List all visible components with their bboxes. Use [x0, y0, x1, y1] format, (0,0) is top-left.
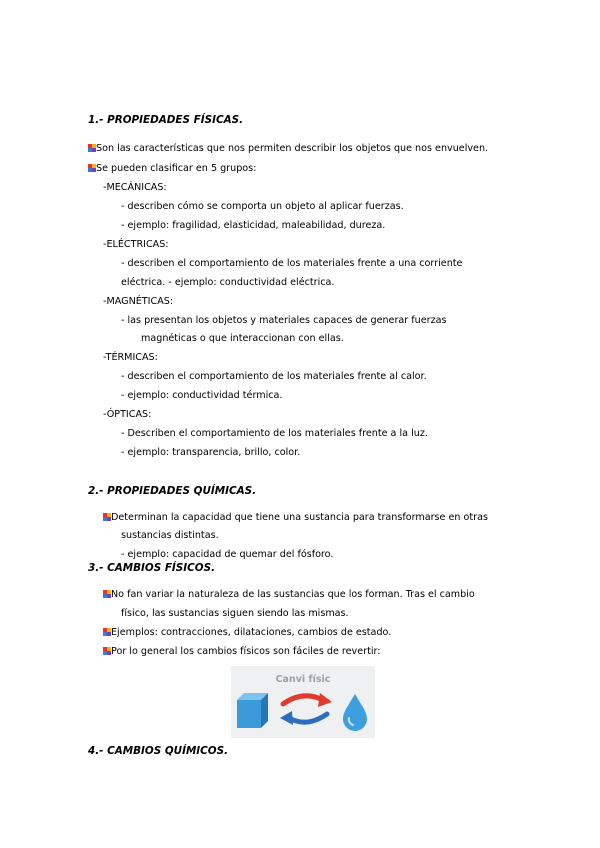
- bullet-item: [103, 627, 391, 639]
- bullet-item: [88, 143, 488, 155]
- bullet-text: Son las características que nos permiten describir los objetos que nos envuelven.: [96, 143, 489, 154]
- list-line: magnéticas o que interaccionan con ellas.: [141, 333, 344, 344]
- bullet-item: [103, 512, 488, 524]
- group-label-termicas: -TÉRMICAS:: [103, 352, 158, 363]
- list-line: - ejemplo: fragilidad, elasticidad, maleabilidad, dureza.: [121, 220, 386, 231]
- bullet-icon: [103, 628, 111, 636]
- section-4-title: 4.- CAMBIOS QUÍMICOS.: [88, 745, 229, 757]
- group-label-electricas: -ELÉCTRICAS:: [103, 239, 169, 250]
- water-drop-icon: [343, 694, 367, 731]
- group-label-magneticas: -MAGNÉTICAS:: [103, 296, 174, 307]
- list-line: - ejemplo: conductividad térmica.: [121, 390, 283, 401]
- group-label-mecanicas: -MECÁNICAS:: [103, 182, 167, 193]
- section-3-title: 3.- CAMBIOS FÍSICOS.: [88, 562, 216, 574]
- group-label-opticas: -ÓPTICAS:: [103, 409, 152, 420]
- list-line: - describen el comportamiento de los materiales frente al calor.: [121, 371, 427, 382]
- section-2-title: 2.- PROPIEDADES QUÍMICAS.: [88, 485, 257, 497]
- figure-label: Canvi físic: [275, 674, 331, 685]
- bullet-text: Determinan la capacidad que tiene una sustancia para transformarse en otras: [111, 512, 488, 523]
- section-1-title: 1.- PROPIEDADES FÍSICAS.: [88, 114, 244, 126]
- bullet-text: Ejemplos: contracciones, dilataciones, cambios de estado.: [111, 627, 392, 638]
- list-line: - ejemplo: capacidad de quemar del fósforo.: [121, 549, 334, 560]
- bullet-text: Por lo general los cambios físicos son fáciles de revertir:: [111, 646, 381, 657]
- bullet-icon: [88, 164, 96, 172]
- bullet-icon: [88, 144, 96, 152]
- arrow-right-icon: [283, 693, 332, 707]
- list-line: - Describen el comportamiento de los materiales frente a la luz.: [121, 428, 428, 439]
- bullet-icon: [103, 513, 111, 521]
- arrow-left-icon: [280, 711, 327, 725]
- list-line: - las presentan los objetos y materiales capaces de generar fuerzas: [121, 315, 447, 326]
- bullet-icon: [103, 647, 111, 655]
- list-line: físico, las sustancias siguen siendo las mismas.: [121, 608, 349, 619]
- bullet-text: Se pueden clasificar en 5 grupos:: [96, 163, 257, 174]
- list-line: - describen el comportamiento de los materiales frente a una corriente: [121, 258, 463, 269]
- list-line: eléctrica. - ejemplo: conductividad eléctrica.: [121, 277, 335, 288]
- list-line: - ejemplo: transparencia, brillo, color.: [121, 447, 301, 458]
- list-line: - describen cómo se comporta un objeto al aplicar fuerzas.: [121, 201, 404, 212]
- bullet-icon: [103, 590, 111, 598]
- ice-cube-icon: [237, 693, 268, 728]
- physical-change-illustration: [231, 666, 375, 738]
- bullet-item: [103, 589, 475, 601]
- bullet-text: No fan variar la naturaleza de las sustancias que los forman. Tras el cambio: [111, 589, 475, 600]
- physical-change-figure: [231, 666, 375, 738]
- bullet-item: [88, 163, 256, 175]
- bullet-item: [103, 646, 381, 658]
- list-line: sustancias distintas.: [121, 530, 219, 541]
